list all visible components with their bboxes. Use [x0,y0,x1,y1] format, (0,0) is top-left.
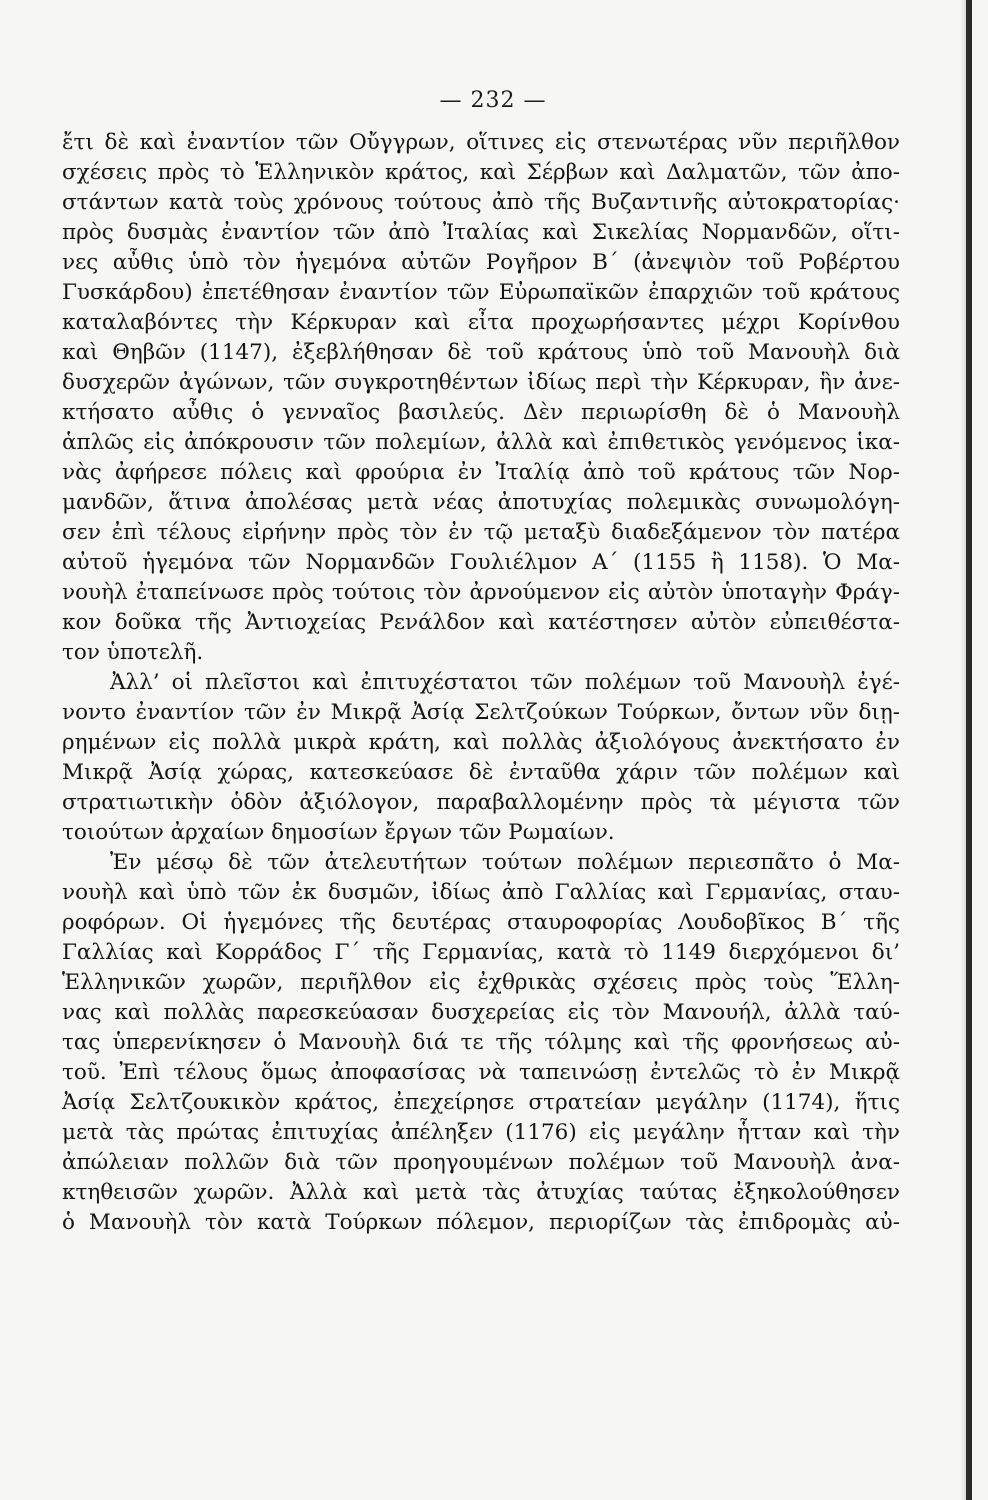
text-line: αὐτοῦ ἡγεμόνα τῶν Νορμανδῶν Γουλιέλμον Α΄ (1155 ἢ 1158). Ὁ Μα- [62,550,900,575]
text-line: ἔτι δὲ καὶ ἐναντίον τῶν Οὔγγρων, οἵτινες εἰς στενωτέρας νῦν περιῆλθον [62,130,900,155]
text-line: ἁπλῶς εἰς ἀπόκρουσιν τῶν πολεμίων, ἀλλὰ καὶ ἐπιθετικὸς γενόμενος ἱκα- [62,430,900,455]
text-line: Γυσκάρδου) ἐπετέθησαν ἐναντίον τῶν Εὐρωπαϊκῶν ἐπαρχιῶν τοῦ κράτους [62,280,900,305]
text-line: νοντο ἐναντίον τῶν ἐν Μικρᾷ Ἀσίᾳ Σελτζούκων Τούρκων, ὄντων νῦν διῃ- [62,700,900,725]
text-line: τοιούτων ἀρχαίων δημοσίων ἔργων τῶν Ρωμαίων. [62,820,615,845]
text-line: στάντων κατὰ τοὺς χρόνους τούτους ἀπὸ τῆς Βυζαντινῆς αὐτοκρατορίας· [62,190,900,215]
text-line: ροφόρων. Οἱ ἡγεμόνες τῆς δευτέρας σταυροφορίας Λουδοβῖκος Β΄ τῆς [62,910,900,935]
text-line: νας καὶ πολλὰς παρεσκεύασαν δυσχερείας εἰς τὸν Μανουήλ, ἀλλὰ ταύ- [62,1000,900,1025]
text-line: σχέσεις πρὸς τὸ Ἑλληνικὸν κράτος, καὶ Σέρβων καὶ Δαλματῶν, τῶν ἀπο- [62,160,900,185]
text-line: νὰς ἀφήρεσε πόλεις καὶ φρούρια ἐν Ἰταλίᾳ ἀπὸ τοῦ κράτους τῶν Νορ- [62,460,900,485]
page-edge [966,0,972,1500]
text-line: Ἐν μέσῳ δὲ τῶν ἀτελευτήτων τούτων πολέμων περιεσπᾶτο ὁ Μα- [110,850,900,875]
text-line: καταλαβόντες τὴν Κέρκυραν καὶ εἶτα προχωρήσαντες μέχρι Κορίνθου [62,310,900,335]
text-line: πρὸς δυσμὰς ἐναντίον τῶν ἀπὸ Ἰταλίας καὶ Σικελίας Νορμανδῶν, οἵτι- [62,220,900,245]
text-line: νουὴλ καὶ ὑπὸ τῶν ἐκ δυσμῶν, ἰδίως ἀπὸ Γαλλίας καὶ Γερμανίας, σταυ- [62,880,900,905]
text-line: τας ὑπερενίκησεν ὁ Μανουὴλ διά τε τῆς τόλμης καὶ τῆς φρονήσεως αὐ- [62,1030,900,1055]
page-number: — 232 — [439,88,547,113]
body-text [62,128,900,1238]
text-line: σεν ἐπὶ τέλους εἰρήνην πρὸς τὸν ἐν τῷ μεταξὺ διαδεξάμενον τὸν πατέρα [62,520,900,545]
text-line: Μικρᾷ Ἀσίᾳ χώρας, κατεσκεύασε δὲ ἐνταῦθα χάριν τῶν πολέμων καὶ [62,760,900,785]
text-line: μετὰ τὰς πρώτας ἐπιτυχίας ἀπέληξεν (1176) εἰς μεγάλην ἧτταν καὶ τὴν [62,1120,900,1145]
text-line: καὶ Θηβῶν (1147), ἐξεβλήθησαν δὲ τοῦ κράτους ὑπὸ τοῦ Μανουὴλ διὰ [62,340,900,365]
text-line: κον δοῦκα τῆς Ἀντιοχείας Ρενάλδον καὶ κατέστησεν αὐτὸν εὐπειθέστα- [62,610,900,635]
text-line: ἀπώλειαν πολλῶν διὰ τῶν προηγουμένων πολέμων τοῦ Μανουὴλ ἀνα- [62,1150,900,1175]
text-line: στρατιωτικὴν ὁδὸν ἀξιόλογον, παραβαλλομένην πρὸς τὰ μέγιστα τῶν [62,790,900,815]
text-line: Ἀσίᾳ Σελτζουκικὸν κράτος, ἐπεχείρησε στρατείαν μεγάλην (1174), ἥτις [62,1090,900,1115]
text-line: Γαλλίας καὶ Κορράδος Γ΄ τῆς Γερμανίας, κατὰ τὸ 1149 διερχόμενοι δι’ [62,940,900,965]
text-line: Ἀλλ’ οἱ πλεῖστοι καὶ ἐπιτυχέστατοι τῶν πολέμων τοῦ Μανουὴλ ἐγέ- [110,670,900,695]
text-line: μανδῶν, ἅτινα ἀπολέσας μετὰ νέας ἀποτυχίας πολεμικὰς συνωμολόγη- [62,490,900,515]
text-line: ρημένων εἰς πολλὰ μικρὰ κράτη, καὶ πολλὰς ἀξιολόγους ἀνεκτήσατο ἐν [62,730,900,755]
text-line: δυσχερῶν ἀγώνων, τῶν συγκροτηθέντων ἰδίως περὶ τὴν Κέρκυραν, ἣν ἀνε- [62,370,900,395]
text-line: νουὴλ ἐταπείνωσε πρὸς τούτοις τὸν ἀρνούμενον εἰς αὐτὸν ὑποταγὴν Φράγ- [62,580,900,605]
text-line: τοῦ. Ἐπὶ τέλους ὅμως ἀποφασίσας νὰ ταπεινώσῃ ἐντελῶς τὸ ἐν Μικρᾷ [62,1060,900,1085]
text-line: ὁ Μανουὴλ τὸν κατὰ Τούρκων πόλεμον, περιορίζων τὰς ἐπιδρομὰς αὐ- [62,1210,900,1235]
text-line: Ἑλληνικῶν χωρῶν, περιῆλθον εἰς ἐχθρικὰς σχέσεις πρὸς τοὺς Ἕλλη- [62,970,900,995]
text-line: τον ὑποτελῆ. [62,640,204,665]
text-line: κτηθεισῶν χωρῶν. Ἀλλὰ καὶ μετὰ τὰς ἀτυχίας ταύτας ἐξηκολούθησεν [62,1180,900,1205]
text-line: νες αὖθις ὑπὸ τὸν ἡγεμόνα αὐτῶν Ρογῆρον Β΄ (ἀνεψιὸν τοῦ Ροβέρτου [62,250,900,275]
text-line: κτήσατο αὖθις ὁ γενναῖος βασιλεύς. Δὲν περιωρίσθη δὲ ὁ Μανουὴλ [62,400,900,425]
